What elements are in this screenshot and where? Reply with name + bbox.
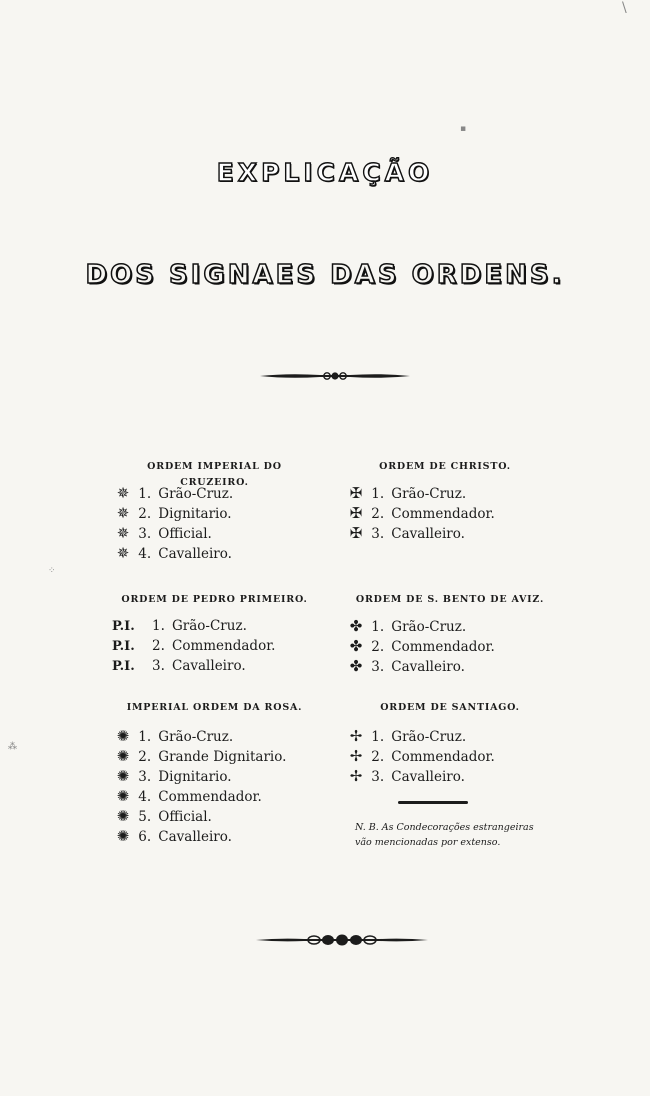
aviz-cross-icon: ✤ bbox=[349, 637, 363, 655]
order-heading: ORDEM DE S. BENTO DE AVIZ. bbox=[355, 594, 545, 605]
page-title: EXPLICAÇÃO bbox=[216, 158, 434, 187]
christ-cross-icon: ✠ bbox=[349, 504, 363, 522]
santiago-cross-icon: ✢ bbox=[349, 747, 363, 765]
list-item: ✤ 2. Commendador. bbox=[345, 636, 555, 656]
rosa-star-icon: ✺ bbox=[116, 827, 130, 845]
list-item: ✢ 1. Grão-Cruz. bbox=[345, 726, 555, 746]
list-item: ✵ 2. Dignitario. bbox=[112, 503, 317, 523]
separator-rule bbox=[398, 801, 468, 804]
santiago-cross-icon: ✢ bbox=[349, 767, 363, 785]
order-heading: ORDEM DE PEDRO PRIMEIRO. bbox=[121, 594, 308, 605]
christ-cross-icon: ✠ bbox=[349, 524, 363, 542]
ornament-divider-bottom bbox=[254, 932, 430, 948]
list-item: ✢ 3. Cavalleiro. bbox=[345, 766, 555, 786]
list-item: ✺ 2. Grande Dignitario. bbox=[112, 746, 317, 766]
list-item: P.I. 1. Grão-Cruz. bbox=[112, 616, 317, 636]
list-item: ✤ 3. Cavalleiro. bbox=[345, 656, 555, 676]
footnote-line: vão mencionadas por extenso. bbox=[355, 837, 501, 848]
order-bento-aviz bbox=[345, 592, 555, 676]
list-item: ✺ 1. Grão-Cruz. bbox=[112, 726, 317, 746]
footnote bbox=[355, 820, 575, 850]
rosa-star-icon: ✺ bbox=[116, 787, 130, 805]
rosa-star-icon: ✺ bbox=[116, 747, 130, 765]
pi-monogram: P.I. bbox=[112, 619, 135, 634]
list-item: ✵ 3. Official. bbox=[112, 523, 317, 543]
list-item: ✢ 2. Commendador. bbox=[345, 746, 555, 766]
aviz-cross-icon: ✤ bbox=[349, 657, 363, 675]
cruzeiro-star-icon: ✵ bbox=[116, 544, 130, 562]
list-item: ✺ 4. Commendador. bbox=[112, 786, 317, 806]
page-subtitle: DOS SIGNAES DAS ORDENS. bbox=[85, 260, 565, 290]
christ-cross-icon: ✠ bbox=[349, 484, 363, 502]
list-item: ✤ 1. Grão-Cruz. bbox=[345, 616, 555, 636]
list-item: ✠ 1. Grão-Cruz. bbox=[345, 483, 545, 503]
order-santiago bbox=[345, 700, 555, 786]
rosa-star-icon: ✺ bbox=[116, 767, 130, 785]
paper-speck: ▪ bbox=[460, 124, 467, 134]
list-item: P.I. 3. Cavalleiro. bbox=[112, 656, 317, 676]
list-item: ✺ 6. Cavalleiro. bbox=[112, 826, 317, 846]
list-item: ✠ 2. Commendador. bbox=[345, 503, 545, 523]
pi-monogram: P.I. bbox=[112, 659, 135, 674]
cruzeiro-star-icon: ✵ bbox=[116, 524, 130, 542]
list-item: ✠ 3. Cavalleiro. bbox=[345, 523, 545, 543]
list-item: ✺ 5. Official. bbox=[112, 806, 317, 826]
order-heading: ORDEM DE CHRISTO. bbox=[379, 461, 511, 472]
order-heading: ORDEM IMPERIAL DO CRUZEIRO. bbox=[147, 461, 282, 488]
list-item: P.I. 2. Commendador. bbox=[112, 636, 317, 656]
list-item: ✵ 4. Cavalleiro. bbox=[112, 543, 317, 563]
order-christo bbox=[345, 459, 545, 543]
paper-speck: ⁂ bbox=[8, 742, 17, 752]
order-cruzeiro bbox=[112, 459, 317, 563]
paper-speck: ⁘ bbox=[48, 566, 56, 576]
order-heading: ORDEM DE SANTIAGO. bbox=[380, 702, 520, 713]
pi-monogram: P.I. bbox=[112, 639, 135, 654]
cruzeiro-star-icon: ✵ bbox=[116, 484, 130, 502]
cruzeiro-star-icon: ✵ bbox=[116, 504, 130, 522]
paper-speck: \ bbox=[622, 0, 627, 16]
rosa-star-icon: ✺ bbox=[116, 727, 130, 745]
ornament-divider-top bbox=[258, 370, 412, 382]
rosa-star-icon: ✺ bbox=[116, 807, 130, 825]
footnote-line: N. B. As Condecorações estrangeiras bbox=[355, 822, 534, 833]
list-item: ✵ 1. Grão-Cruz. bbox=[112, 483, 317, 503]
order-rosa bbox=[112, 700, 317, 846]
aviz-cross-icon: ✤ bbox=[349, 617, 363, 635]
order-pedro-primeiro bbox=[112, 592, 317, 676]
list-item: ✺ 3. Dignitario. bbox=[112, 766, 317, 786]
santiago-cross-icon: ✢ bbox=[349, 727, 363, 745]
order-heading: IMPERIAL ORDEM DA ROSA. bbox=[126, 702, 303, 713]
